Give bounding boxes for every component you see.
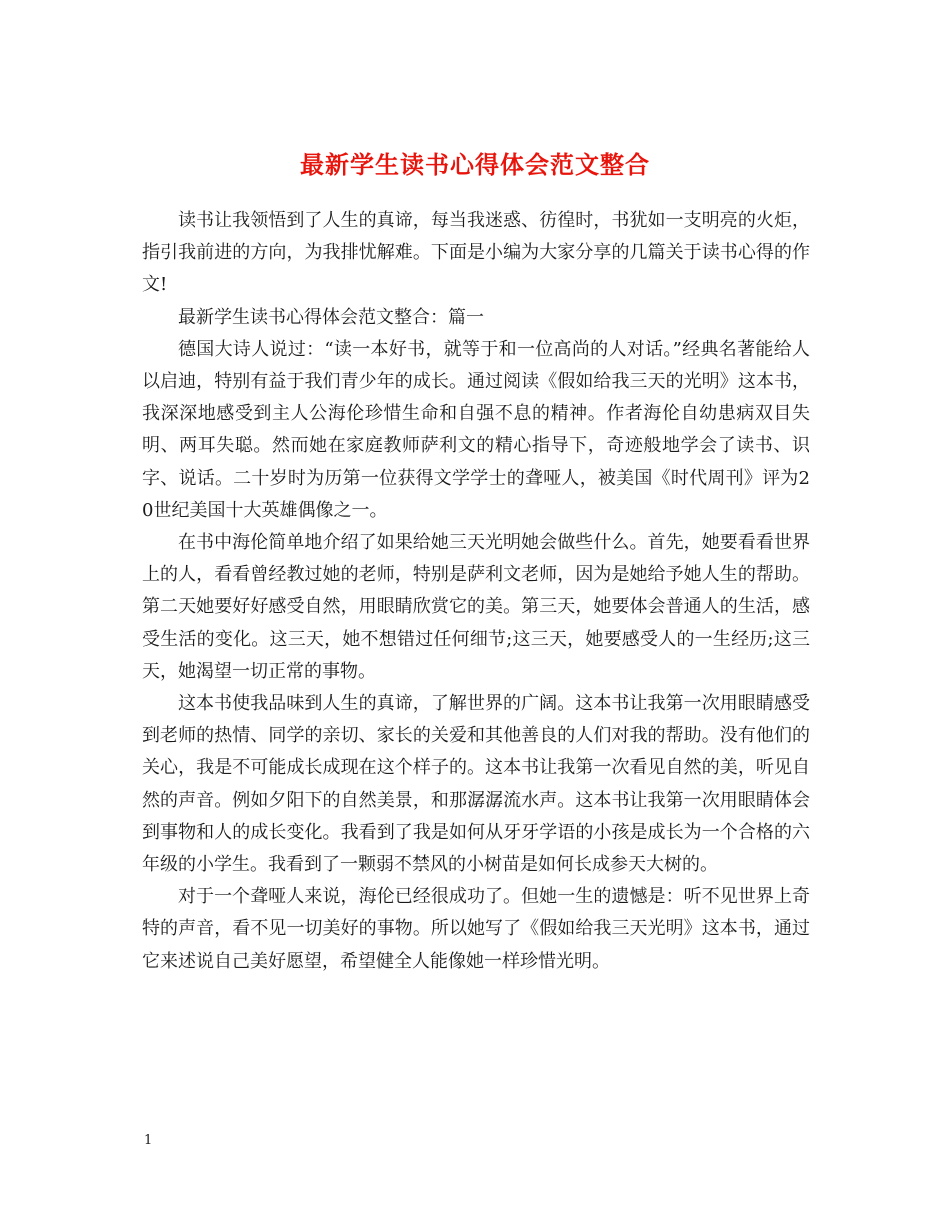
page-number: 1 (144, 1133, 153, 1148)
body-paragraph: 对于一个聋哑人来说，海伦已经很成功了。但她一生的遗憾是：听不见世界上奇特的声音，看不见一切美好的事物。所以她写了《假如给我三天光明》这本书，通过它来述说自己美好愿望，希望健全人能像她一样珍惜光明。 (142, 886, 810, 972)
document-title: 最新学生读书心得体会范文整合 (300, 150, 650, 180)
document-body (142, 205, 810, 978)
intro-paragraph: 读书让我领悟到了人生的真谛，每当我迷惑、彷徨时，书犹如一支明亮的火炬，指引我前进的方向，为我排忧解难。下面是小编为大家分享的几篇关于读书心得的作文! (142, 210, 810, 296)
body-paragraph: 在书中海伦简单地介绍了如果给她三天光明她会做些什么。首先，她要看看世界上的人，看看曾经教过她的老师，特别是萨利文老师，因为是她给予她人生的帮助。第二天她要好好感受自然，用眼睛欣赏它的美。第三天，她要体会普通人的生活，感受生活的变化。这三天，她不想错过任何细节;这三天，她要感受人的一生经历;这三天，她渴望一切正常的事物。 (142, 532, 811, 682)
body-paragraph: 这本书使我品味到人生的真谛，了解世界的广阔。这本书让我第一次用眼睛感受到老师的热情、同学的亲切、家长的关爱和其他善良的人们对我的帮助。没有他们的关心，我是不可能成长成现在这个样子的。这本书让我第一次看见自然的美，听见自然的声音。例如夕阳下的自然美景，和那潺潺流水声。这本书让我第一次用眼睛体会到事物和人的成长变化。我看到了我是如何从牙牙学语的小孩是成长为一个合格的六年级的小学生。我看到了一颗弱不禁风的小树苗是如何长成参天大树的。 (142, 693, 810, 876)
section-heading: 最新学生读书心得体会范文整合：篇一 (178, 306, 484, 328)
body-paragraph: 德国大诗人说过：“读一本好书，就等于和一位高尚的人对话。”经典名著能给人以启迪，特别有益于我们青少年的成长。通过阅读《假如给我三天的光明》这本书，我深深地感受到主人公海伦珍惜生命和自强不息的精神。作者海伦自幼患病双目失明、两耳失聪。然而她在家庭教师萨利文的精心指导下，奇迹般地学会了读书、识字、说话。二十岁时为历第一位获得文学学士的聋哑人，被美国《时代周刊》评为20世纪美国十大英雄偶像之一。 (142, 338, 810, 521)
